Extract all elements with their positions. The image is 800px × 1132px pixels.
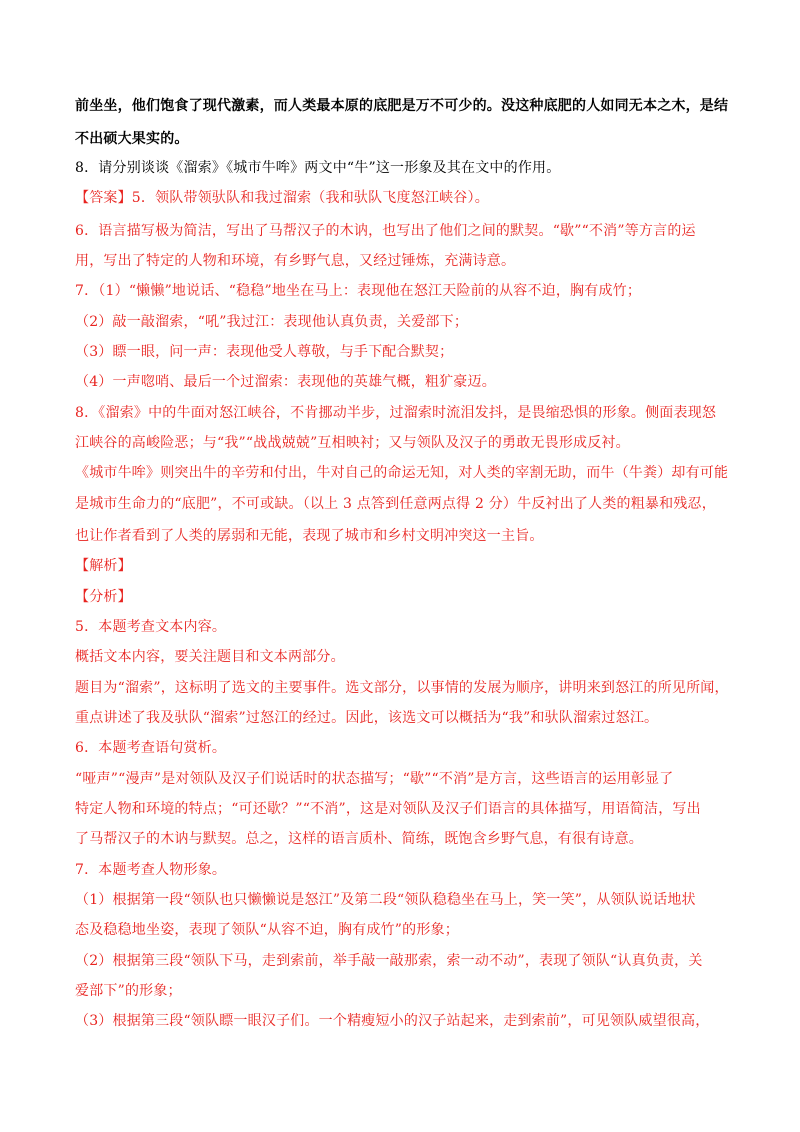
- text-line: 了马帮汉子的木讷与默契。总之，这样的语言质朴、简练，既饱含乡野气息，有很有诗意。: [75, 831, 643, 847]
- text-line: 6．语言描写极为简洁，写出了马帮汉子的木讷，也写出了他们之间的默契。“歇”“不消”等方言的运: [75, 223, 696, 239]
- text-line: （4）一声唿哨、最后一个过溜索：表现他的英雄气概，粗犷豪迈。: [75, 374, 496, 390]
- text-line: 江峡谷的高峻险恶；与“我”“战战兢兢”互相映衬；又与领队及汉子的勇敢无畏形成反衬。: [75, 435, 630, 451]
- text-line: 特定人物和环境的特点；“可还歇？”“不消”，这是对领队及汉子们语言的具体描写，用语简洁，写出: [75, 801, 701, 817]
- text-line: 6．本题考查语句赏析。: [75, 740, 227, 756]
- text-line: 5．本题考查文本内容。: [75, 619, 227, 635]
- text-line: （3）瞟一眼，问一声：表现他受人尊敬，与手下配合默契；: [75, 344, 454, 360]
- question-8: 8．请分别谈谈《溜索》《城市牛哞》两文中“牛”这一形象及其在文中的作用。: [75, 160, 561, 176]
- text-line: （3）根据第三段“领队瞟一眼汉子们。一个精瘦短小的汉子站起来，走到索前”，可见领队威望很高，: [75, 1013, 710, 1029]
- text-line: 题目为“溜索”，这标明了选文的主要事件。选文部分，以事情的发展为顺序，讲明来到怒江的所见所闻，: [75, 680, 729, 696]
- text-line: 也让作者看到了人类的孱弱和无能，表现了城市和乡村文明冲突这一主旨。: [75, 528, 544, 544]
- text-line: 爱部下”的形象；: [75, 983, 182, 999]
- fenxi-heading: 【分析】: [75, 589, 132, 605]
- text-line: 重点讲述了我及驮队“溜索”过怒江的经过。因此，该选文可以概括为“我”和驮队溜索过怒江。: [75, 710, 659, 726]
- text-line: 8．《溜索》中的牛面对怒江峡谷，不肯挪动半步，过溜索时流泪发抖，是畏缩恐惧的形象。侧面表现怒: [75, 405, 717, 421]
- answer-heading: 【答案】5．领队带领驮队和我过溜索（我和驮队飞度怒江峡谷）。: [75, 190, 489, 206]
- text-line: 不出硕大果实的。: [75, 131, 189, 147]
- text-line: 是城市生命力的“底肥”，不可或缺。（以上 3 点答到任意两点得 2 分）牛反衬出了人类的粗暴和残忍，: [75, 496, 716, 512]
- text-line: 《城市牛哞》则突出牛的辛劳和付出，牛对自己的命运无知，对人类的宰割无助，而牛（牛粪）却有可能: [75, 465, 729, 481]
- text-line: 7．本题考查人物形象。: [75, 862, 227, 878]
- text-line: （2）根据第三段“领队下马，走到索前，举手敲一敲那索，索一动不动”，表现了领队“认真负责，关: [75, 953, 703, 969]
- text-line: （2）敲一敲溜索，“吼”我过江：表现他认真负责，关爱部下；: [75, 314, 469, 330]
- text-line: 前坐坐，他们饱食了现代激素，而人类最本原的底肥是万不可少的。没这种底肥的人如同无本之木，是结: [75, 98, 729, 114]
- text-line: “哑声”“漫声”是对领队及汉子们说话时的状态描写；“歇”“不消”是方言，这些语言的运用彰显了: [75, 771, 674, 787]
- text-line: （1）根据第一段“领队也只懒懒说是怒江”及第二段“领队稳稳坐在马上，笑一笑”，从领队说话地状: [75, 892, 696, 908]
- analysis-heading: 【解析】: [75, 558, 132, 574]
- text-line: 态及稳稳地坐姿，表现了领队“从容不迫，胸有成竹”的形象；: [75, 922, 459, 938]
- text-line: 用，写出了特定的人物和环境，有乡野气息，又经过锤炼，充满诗意。: [75, 253, 516, 269]
- text-line: 7．（1）“懒懒”地说话、“稳稳”地坐在马上：表现他在怒江天险前的从容不迫，胸有成竹；: [75, 283, 642, 299]
- text-line: 概括文本内容，要关注题目和文本两部分。: [75, 649, 345, 665]
